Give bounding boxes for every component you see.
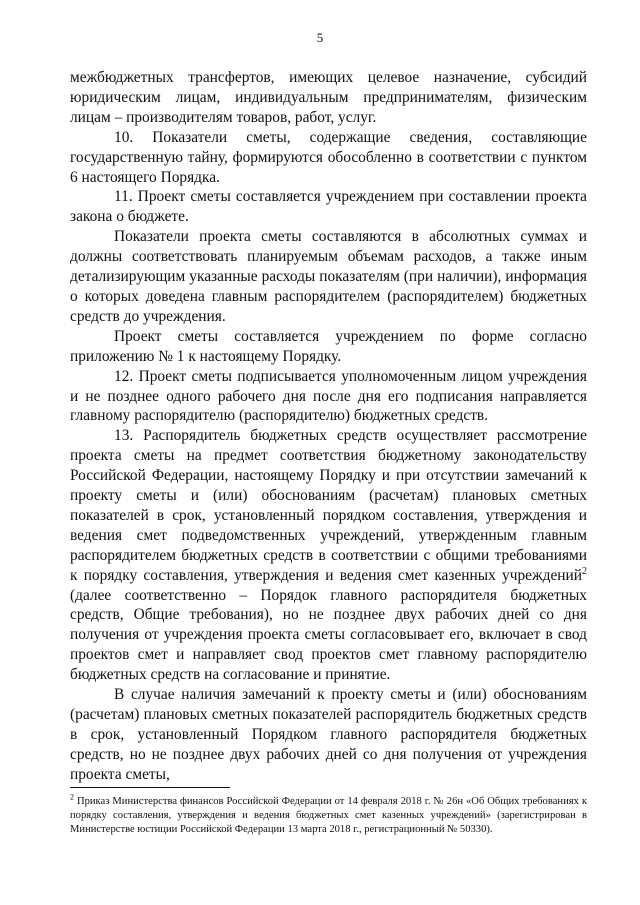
paragraph-continuation: межбюджетных трансфертов, имеющих целевое назначение, субсидий юридическим лицам, индивидуальным предпринимателям, физическим лицам – производителям товаров, работ, услуг. <box>70 69 587 126</box>
footnote-reference: 2 <box>582 565 587 577</box>
paragraph-estimate-indicators: Показатели проекта сметы составляются в абсолютных суммах и должны соответствовать планируемым объемам расходов, а также иным детализирующим указанные расходы показателям (при наличии), информация о которых доведена главным распорядителем (распорядителем) бюджетных средств до учреждения. <box>70 228 587 325</box>
document-body <box>70 68 587 785</box>
paragraph-item-10: 10. Показатели сметы, содержащие сведения, составляющие государственную тайну, формируются обособленно в соответствии с пунктом 6 настоящего Порядка. <box>70 128 587 186</box>
footnote-text: Приказ Министерства финансов Российской Федерации от 14 февраля 2018 г. № 26н «Об Общих требованиях к порядку составления, утверждения и ведения бюджетных смет казенных учреждений» (зарегистрирован в Министерстве юстиции Российской Федерации 13 марта 2018 г., регистрационный № 50330). <box>70 796 587 836</box>
paragraph-estimate-form: Проект сметы составляется учреждением по форме согласно приложению № 1 к настоящему Порядку. <box>70 327 587 365</box>
paragraph-item-12: 12. Проект сметы подписывается уполномоченным лицом учреждения и не позднее одного рабочего дня после дня его подписания направляется главному распорядителю (распорядителю) бюджетных средств. <box>70 367 587 425</box>
footnote-divider <box>70 787 230 788</box>
footnote-text-block <box>70 792 587 838</box>
footnote-marker: 2 <box>70 792 74 802</box>
footnote <box>70 792 587 838</box>
paragraph-item-13-text: 13. Распорядитель бюджетных средств осуществляет рассмотрение проекта сметы на предмет соответствия бюджетному законодательству Российской Федерации, настоящему Порядку и при отсутствии замечаний к проекту сметы и (или) обоснованиям (расчетам) плановых сметных показателей в срок, установленный порядком составления, утверждения и ведения смет подведомственных учреждений, утвержденным главным распорядителем бюджетных средств в соответствии с общими требованиями к порядку составления, утверждения и ведения смет казенных учреждений <box>70 427 587 584</box>
page-number: 5 <box>316 30 324 45</box>
paragraph-remarks-case: В случае наличия замечаний к проекту сметы и (или) обоснованиям (расчетам) плановых сметных показателей распорядитель бюджетных средств в срок, установленный Порядком главного распорядителя бюджетных средств, но не позднее двух рабочих дней со дня получения от учреждения проекта сметы, <box>70 686 587 783</box>
paragraph-item-13 <box>70 426 587 685</box>
paragraph-item-11: 11. Проект сметы составляется учреждением при составлении проекта закона о бюджете. <box>70 188 587 226</box>
paragraph-item-13-text-continued: (далее соответственно – Порядок главного распорядителя бюджетных средств, Общие требования), но не позднее двух рабочих дней со дня получения от учреждения проекта сметы согласовывает его, включает в свод проектов смет и направляет свод проектов смет главному распорядителю бюджетных средств на согласование и принятие. <box>70 586 587 684</box>
